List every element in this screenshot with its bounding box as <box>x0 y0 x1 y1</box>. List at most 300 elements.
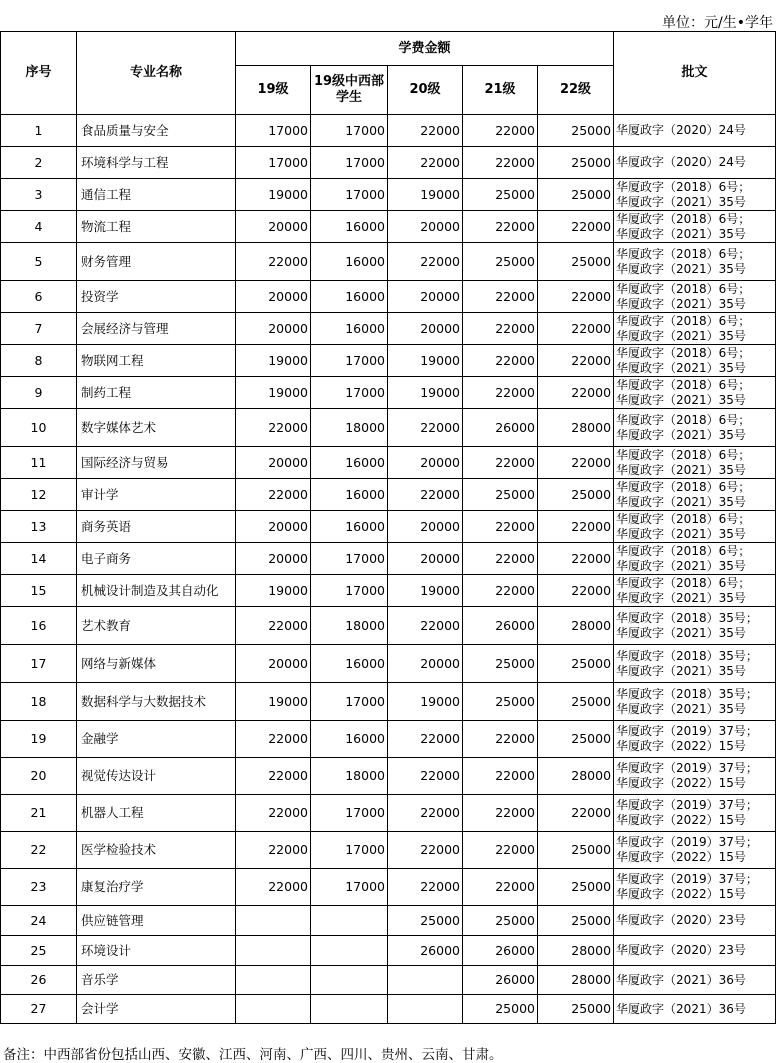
doc-line-2: 华厦政字（2022）15号 <box>616 776 746 790</box>
cell-g21: 25000 <box>463 906 538 936</box>
doc-line-1: 华厦政字（2020）23号 <box>616 943 746 957</box>
cell-doc <box>614 966 776 995</box>
doc-line-2: 华厦政字（2021）35号 <box>616 427 746 442</box>
doc-line-2: 华厦政字（2021）35号 <box>616 261 746 276</box>
cell-g20: 22000 <box>388 409 463 447</box>
doc-line-1: 华厦政字（2018）6号； <box>616 479 751 494</box>
cell-doc <box>614 607 776 645</box>
cell-doc <box>614 115 776 147</box>
doc-line-1: 华厦政字（2018）35号； <box>616 686 758 701</box>
cell-seq: 19 <box>1 721 77 758</box>
cell-g19: 20000 <box>236 313 311 345</box>
cell-doc <box>614 906 776 936</box>
cell-doc <box>614 243 776 281</box>
cell-doc <box>614 409 776 447</box>
cell-g21: 22000 <box>463 377 538 409</box>
cell-g20: 22000 <box>388 832 463 869</box>
cell-g20: 22000 <box>388 147 463 179</box>
table-row <box>1 479 776 511</box>
cell-seq: 2 <box>1 147 77 179</box>
cell-name: 物流工程 <box>77 211 236 243</box>
cell-g19-central-west: 16000 <box>311 645 388 683</box>
cell-g19 <box>236 966 311 995</box>
cell-g19-central-west: 17000 <box>311 683 388 721</box>
cell-g20: 22000 <box>388 795 463 832</box>
cell-g20: 19000 <box>388 575 463 607</box>
table-row <box>1 511 776 543</box>
doc-line-1: 华厦政字（2018）6号； <box>616 345 751 360</box>
cell-name: 物联网工程 <box>77 345 236 377</box>
cell-g22: 28000 <box>538 607 614 645</box>
cell-doc <box>614 721 776 758</box>
doc-line-2: 华厦政字（2021）35号 <box>616 526 746 541</box>
cell-g22: 22000 <box>538 211 614 243</box>
cell-name: 网络与新媒体 <box>77 645 236 683</box>
cell-g21: 22000 <box>463 869 538 906</box>
cell-g22: 25000 <box>538 906 614 936</box>
cell-doc <box>614 543 776 575</box>
cell-g19: 22000 <box>236 832 311 869</box>
table-row <box>1 721 776 758</box>
cell-name: 审计学 <box>77 479 236 511</box>
doc-line-2: 华厦政字（2021）35号 <box>616 462 746 477</box>
cell-g19 <box>236 995 311 1024</box>
doc-line-2: 华厦政字（2021）35号 <box>616 296 746 311</box>
cell-doc <box>614 645 776 683</box>
cell-seq: 23 <box>1 869 77 906</box>
cell-g20: 19000 <box>388 377 463 409</box>
cell-g20: 26000 <box>388 936 463 966</box>
cell-g19-central-west: 17000 <box>311 869 388 906</box>
cell-g20: 22000 <box>388 479 463 511</box>
cell-g19-central-west <box>311 906 388 936</box>
cell-g19: 17000 <box>236 147 311 179</box>
doc-line-2: 华厦政字（2022）15号 <box>616 739 746 753</box>
cell-g22: 25000 <box>538 832 614 869</box>
cell-seq: 8 <box>1 345 77 377</box>
cell-g21: 22000 <box>463 313 538 345</box>
cell-g19 <box>236 906 311 936</box>
cell-g19-central-west: 17000 <box>311 147 388 179</box>
doc-line-1: 华厦政字（2021）36号 <box>616 1001 746 1016</box>
cell-seq: 1 <box>1 115 77 147</box>
cell-g22: 22000 <box>538 345 614 377</box>
cell-g20: 20000 <box>388 511 463 543</box>
cell-doc <box>614 758 776 795</box>
doc-line-2: 华厦政字（2021）35号 <box>616 360 746 375</box>
cell-g22: 25000 <box>538 683 614 721</box>
cell-g20: 25000 <box>388 906 463 936</box>
cell-g19: 22000 <box>236 479 311 511</box>
cell-g19-central-west <box>311 966 388 995</box>
cell-g19-central-west: 16000 <box>311 211 388 243</box>
cell-g19: 19000 <box>236 683 311 721</box>
table-row <box>1 758 776 795</box>
cell-doc <box>614 147 776 179</box>
cell-name: 会展经济与管理 <box>77 313 236 345</box>
doc-line-1: 华厦政字（2018）35号； <box>616 610 758 625</box>
cell-name: 机械设计制造及其自动化 <box>77 575 236 607</box>
cell-g22: 22000 <box>538 543 614 575</box>
cell-doc <box>614 345 776 377</box>
cell-name: 音乐学 <box>77 966 236 995</box>
cell-g21: 25000 <box>463 995 538 1024</box>
header-doc: 批文 <box>614 32 776 115</box>
cell-g21: 22000 <box>463 721 538 758</box>
doc-line-2: 华厦政字（2021）35号 <box>616 625 746 640</box>
header-g22: 22级 <box>538 66 614 115</box>
cell-g21: 25000 <box>463 479 538 511</box>
header-row-1 <box>1 32 776 66</box>
cell-g19: 22000 <box>236 721 311 758</box>
unit-label: 单位：元/生•学年 <box>662 15 773 31</box>
cell-name: 会计学 <box>77 995 236 1024</box>
cell-g19-central-west: 17000 <box>311 795 388 832</box>
cell-g19: 20000 <box>236 211 311 243</box>
cell-g20: 22000 <box>388 758 463 795</box>
cell-seq: 17 <box>1 645 77 683</box>
table-row <box>1 607 776 645</box>
doc-line-1: 华厦政字（2018）6号； <box>616 211 751 226</box>
cell-g20: 20000 <box>388 645 463 683</box>
cell-doc <box>614 683 776 721</box>
cell-doc <box>614 447 776 479</box>
header-g20: 20级 <box>388 66 463 115</box>
cell-g21: 26000 <box>463 607 538 645</box>
cell-g22: 28000 <box>538 936 614 966</box>
cell-g20: 20000 <box>388 313 463 345</box>
cell-name: 康复治疗学 <box>77 869 236 906</box>
cell-name: 国际经济与贸易 <box>77 447 236 479</box>
cell-g22: 22000 <box>538 795 614 832</box>
cell-g19: 19000 <box>236 377 311 409</box>
cell-g19: 20000 <box>236 511 311 543</box>
cell-g21: 25000 <box>463 645 538 683</box>
table-row <box>1 115 776 147</box>
cell-g21: 26000 <box>463 409 538 447</box>
cell-doc <box>614 869 776 906</box>
cell-doc <box>614 575 776 607</box>
cell-g20 <box>388 995 463 1024</box>
header-g21: 21级 <box>463 66 538 115</box>
doc-line-2: 华厦政字（2021）35号 <box>616 663 746 678</box>
cell-seq: 6 <box>1 281 77 313</box>
cell-name: 食品质量与安全 <box>77 115 236 147</box>
doc-line-2: 华厦政字（2021）35号 <box>616 392 746 407</box>
cell-name: 通信工程 <box>77 179 236 211</box>
cell-g19: 20000 <box>236 543 311 575</box>
cell-g19-central-west: 17000 <box>311 543 388 575</box>
cell-seq: 10 <box>1 409 77 447</box>
cell-g19: 20000 <box>236 281 311 313</box>
cell-g22: 22000 <box>538 575 614 607</box>
cell-seq: 9 <box>1 377 77 409</box>
doc-line-1: 华厦政字（2020）24号 <box>616 155 746 169</box>
cell-g19: 19000 <box>236 575 311 607</box>
cell-g19: 22000 <box>236 869 311 906</box>
doc-line-1: 华厦政字（2019）37号； <box>616 724 758 738</box>
doc-line-1: 华厦政字（2018）6号； <box>616 412 751 427</box>
doc-line-2: 华厦政字（2021）35号 <box>616 590 746 605</box>
cell-g21: 22000 <box>463 447 538 479</box>
cell-g21: 22000 <box>463 511 538 543</box>
cell-g20: 20000 <box>388 211 463 243</box>
cell-g19-central-west: 17000 <box>311 345 388 377</box>
doc-line-1: 华厦政字（2018）6号； <box>616 543 751 558</box>
table-row <box>1 795 776 832</box>
cell-name: 艺术教育 <box>77 607 236 645</box>
cell-g22: 22000 <box>538 313 614 345</box>
cell-g20: 19000 <box>388 683 463 721</box>
cell-g19-central-west <box>311 995 388 1024</box>
doc-line-2: 华厦政字（2021）35号 <box>616 558 746 573</box>
doc-line-1: 华厦政字（2019）37号； <box>616 835 758 849</box>
cell-name: 电子商务 <box>77 543 236 575</box>
doc-line-1: 华厦政字（2018）35号； <box>616 648 758 663</box>
cell-g19: 22000 <box>236 243 311 281</box>
cell-g22: 25000 <box>538 479 614 511</box>
cell-g19: 22000 <box>236 409 311 447</box>
table-row <box>1 211 776 243</box>
cell-g19: 19000 <box>236 179 311 211</box>
cell-g22: 22000 <box>538 511 614 543</box>
doc-line-1: 华厦政字（2020）24号 <box>616 123 746 137</box>
cell-g21: 22000 <box>463 543 538 575</box>
cell-g20: 22000 <box>388 243 463 281</box>
header-name: 专业名称 <box>77 32 236 115</box>
cell-g19-central-west: 17000 <box>311 832 388 869</box>
cell-g19: 20000 <box>236 645 311 683</box>
cell-doc <box>614 511 776 543</box>
table-row <box>1 345 776 377</box>
doc-line-2: 华厦政字（2022）15号 <box>616 850 746 864</box>
doc-line-1: 华厦政字（2018）6号； <box>616 313 751 328</box>
table-row <box>1 966 776 995</box>
cell-name: 商务英语 <box>77 511 236 543</box>
cell-doc <box>614 479 776 511</box>
cell-seq: 21 <box>1 795 77 832</box>
table-row <box>1 645 776 683</box>
doc-line-1: 华厦政字（2018）6号； <box>616 246 751 261</box>
cell-seq: 26 <box>1 966 77 995</box>
cell-doc <box>614 179 776 211</box>
cell-g19-central-west: 18000 <box>311 607 388 645</box>
header-g19-central-west: 19级中西部学生 <box>311 66 388 115</box>
cell-g20: 19000 <box>388 179 463 211</box>
table-row <box>1 543 776 575</box>
doc-line-1: 华厦政字（2018）6号； <box>616 281 751 296</box>
header-fee-group: 学费金额 <box>236 32 614 66</box>
doc-line-1: 华厦政字（2018）6号； <box>616 447 751 462</box>
cell-g19-central-west: 16000 <box>311 243 388 281</box>
table-row <box>1 683 776 721</box>
cell-g20: 20000 <box>388 447 463 479</box>
doc-line-1: 华厦政字（2018）6号； <box>616 179 751 194</box>
table-row <box>1 377 776 409</box>
table-row <box>1 281 776 313</box>
cell-name: 供应链管理 <box>77 906 236 936</box>
doc-line-2: 华厦政字（2022）15号 <box>616 813 746 827</box>
cell-g22: 22000 <box>538 447 614 479</box>
cell-g20: 22000 <box>388 115 463 147</box>
cell-g19: 22000 <box>236 607 311 645</box>
doc-line-1: 华厦政字（2021）36号 <box>616 972 746 987</box>
table-row <box>1 936 776 966</box>
cell-seq: 11 <box>1 447 77 479</box>
cell-doc <box>614 211 776 243</box>
table-row <box>1 313 776 345</box>
table-row <box>1 243 776 281</box>
cell-doc <box>614 795 776 832</box>
cell-name: 视觉传达设计 <box>77 758 236 795</box>
doc-line-2: 华厦政字（2022）15号 <box>616 887 746 901</box>
cell-g21: 22000 <box>463 345 538 377</box>
doc-line-2: 华厦政字（2021）35号 <box>616 328 746 343</box>
cell-g22: 25000 <box>538 179 614 211</box>
cell-g21: 22000 <box>463 147 538 179</box>
cell-seq: 15 <box>1 575 77 607</box>
doc-line-1: 华厦政字（2019）37号； <box>616 761 758 775</box>
cell-g21: 26000 <box>463 966 538 995</box>
doc-line-2: 华厦政字（2021）35号 <box>616 494 746 509</box>
cell-g19: 22000 <box>236 795 311 832</box>
cell-g19-central-west: 16000 <box>311 721 388 758</box>
doc-line-1: 华厦政字（2019）37号； <box>616 872 758 886</box>
cell-name: 环境设计 <box>77 936 236 966</box>
cell-g21: 25000 <box>463 179 538 211</box>
cell-g19-central-west: 17000 <box>311 377 388 409</box>
cell-g22: 25000 <box>538 243 614 281</box>
doc-line-2: 华厦政字（2021）35号 <box>616 194 746 209</box>
cell-doc <box>614 832 776 869</box>
cell-g21: 22000 <box>463 115 538 147</box>
cell-g20: 22000 <box>388 869 463 906</box>
cell-g21: 25000 <box>463 243 538 281</box>
cell-g22: 25000 <box>538 869 614 906</box>
table-row <box>1 906 776 936</box>
table-row <box>1 575 776 607</box>
cell-g20 <box>388 966 463 995</box>
cell-name: 金融学 <box>77 721 236 758</box>
cell-g22: 22000 <box>538 377 614 409</box>
doc-line-2: 华厦政字（2021）35号 <box>616 701 746 716</box>
cell-g19: 19000 <box>236 345 311 377</box>
cell-g20: 22000 <box>388 607 463 645</box>
table-row <box>1 869 776 906</box>
cell-g19-central-west: 17000 <box>311 575 388 607</box>
cell-g19-central-west: 16000 <box>311 447 388 479</box>
cell-g21: 22000 <box>463 575 538 607</box>
cell-name: 投资学 <box>77 281 236 313</box>
footnote: 备注：中西部省份包括山西、安徽、江西、河南、广西、四川、贵州、云南、甘肃。 <box>3 1047 503 1063</box>
cell-seq: 7 <box>1 313 77 345</box>
cell-seq: 12 <box>1 479 77 511</box>
cell-seq: 4 <box>1 211 77 243</box>
cell-g21: 26000 <box>463 936 538 966</box>
doc-line-1: 华厦政字（2018）6号； <box>616 377 751 392</box>
cell-seq: 20 <box>1 758 77 795</box>
table-row <box>1 409 776 447</box>
cell-doc <box>614 377 776 409</box>
cell-g20: 19000 <box>388 345 463 377</box>
cell-name: 环境科学与工程 <box>77 147 236 179</box>
cell-g22: 25000 <box>538 147 614 179</box>
cell-g19 <box>236 936 311 966</box>
tuition-table <box>0 31 776 1024</box>
cell-seq: 5 <box>1 243 77 281</box>
cell-g19-central-west: 16000 <box>311 479 388 511</box>
cell-doc <box>614 995 776 1024</box>
cell-g22: 25000 <box>538 995 614 1024</box>
cell-g22: 28000 <box>538 966 614 995</box>
cell-seq: 13 <box>1 511 77 543</box>
cell-g19: 22000 <box>236 758 311 795</box>
doc-line-2: 华厦政字（2021）35号 <box>616 226 746 241</box>
cell-g20: 20000 <box>388 543 463 575</box>
cell-name: 制药工程 <box>77 377 236 409</box>
header-seq: 序号 <box>1 32 77 115</box>
cell-seq: 14 <box>1 543 77 575</box>
cell-seq: 25 <box>1 936 77 966</box>
cell-g22: 22000 <box>538 281 614 313</box>
cell-name: 财务管理 <box>77 243 236 281</box>
cell-seq: 3 <box>1 179 77 211</box>
cell-g21: 22000 <box>463 832 538 869</box>
cell-g22: 28000 <box>538 409 614 447</box>
header-g19: 19级 <box>236 66 311 115</box>
cell-g21: 22000 <box>463 281 538 313</box>
table-row <box>1 179 776 211</box>
cell-g19-central-west: 17000 <box>311 179 388 211</box>
doc-line-1: 华厦政字（2020）23号 <box>616 913 746 927</box>
table-row <box>1 447 776 479</box>
cell-g19: 20000 <box>236 447 311 479</box>
cell-doc <box>614 281 776 313</box>
cell-g19-central-west: 18000 <box>311 409 388 447</box>
cell-g19-central-west: 17000 <box>311 115 388 147</box>
cell-g20: 20000 <box>388 281 463 313</box>
cell-seq: 24 <box>1 906 77 936</box>
cell-g22: 28000 <box>538 758 614 795</box>
cell-g21: 22000 <box>463 795 538 832</box>
cell-name: 数字媒体艺术 <box>77 409 236 447</box>
cell-seq: 27 <box>1 995 77 1024</box>
cell-seq: 18 <box>1 683 77 721</box>
table-row <box>1 832 776 869</box>
doc-line-1: 华厦政字（2019）37号； <box>616 798 758 812</box>
cell-g19-central-west: 16000 <box>311 313 388 345</box>
cell-g22: 25000 <box>538 115 614 147</box>
cell-g21: 22000 <box>463 211 538 243</box>
cell-g19-central-west: 16000 <box>311 511 388 543</box>
cell-name: 数据科学与大数据技术 <box>77 683 236 721</box>
cell-g21: 22000 <box>463 758 538 795</box>
cell-g19-central-west: 18000 <box>311 758 388 795</box>
doc-line-1: 华厦政字（2018）6号； <box>616 575 751 590</box>
table-row <box>1 995 776 1024</box>
doc-line-1: 华厦政字（2018）6号； <box>616 511 751 526</box>
cell-seq: 16 <box>1 607 77 645</box>
cell-g19-central-west: 16000 <box>311 281 388 313</box>
cell-g19: 17000 <box>236 115 311 147</box>
cell-name: 医学检验技术 <box>77 832 236 869</box>
cell-seq: 22 <box>1 832 77 869</box>
cell-g21: 25000 <box>463 683 538 721</box>
table-row <box>1 147 776 179</box>
cell-name: 机器人工程 <box>77 795 236 832</box>
cell-g19-central-west <box>311 936 388 966</box>
cell-g22: 25000 <box>538 721 614 758</box>
